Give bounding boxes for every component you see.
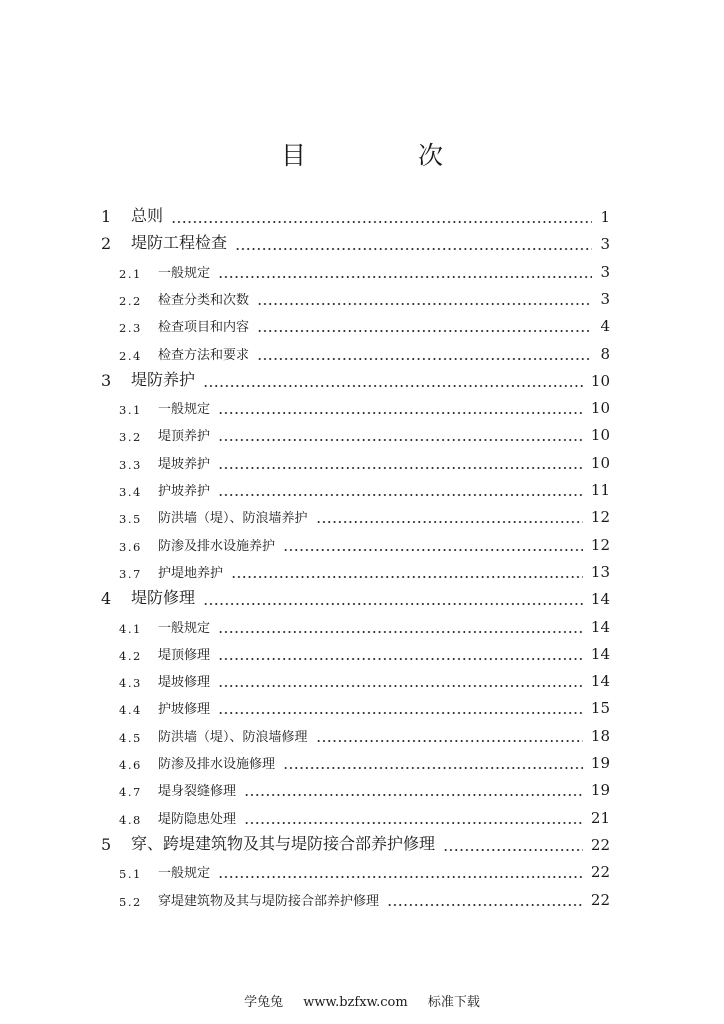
toc-leader-dots bbox=[257, 329, 592, 333]
toc-entry[interactable] bbox=[0, 424, 724, 446]
toc-entry-label: 堤顶养护 bbox=[158, 429, 211, 445]
toc-entry[interactable] bbox=[0, 725, 724, 747]
toc-leader-dots bbox=[203, 602, 583, 606]
toc-leader-dots bbox=[218, 493, 583, 497]
toc-entry[interactable] bbox=[0, 397, 724, 419]
toc-entry-label: 堤防工程检查 bbox=[131, 233, 228, 253]
toc-entry-number: 4.4 bbox=[119, 703, 142, 718]
toc-entry-number: 2.2 bbox=[119, 293, 142, 308]
toc-entry-number: 2.1 bbox=[119, 266, 142, 281]
toc-entry-label: 防渗及排水设施修理 bbox=[158, 757, 276, 772]
toc-entry-number: 1 bbox=[101, 207, 112, 226]
toc-entry-number: 4.6 bbox=[119, 758, 142, 772]
toc-entry-page: 14 bbox=[590, 590, 610, 609]
toc-leader-dots bbox=[231, 575, 583, 579]
toc-entry[interactable] bbox=[0, 288, 724, 310]
footer-slogan: 标准下载 bbox=[427, 995, 480, 1010]
toc-entry[interactable] bbox=[0, 588, 724, 610]
toc-entry-label: 防洪墙（堤）、防浪墙养护 bbox=[158, 511, 308, 527]
toc-leader-dots bbox=[218, 466, 583, 470]
toc-leader-dots bbox=[244, 793, 583, 797]
toc-leader-dots bbox=[218, 438, 583, 442]
toc-entry-number: 3 bbox=[101, 370, 112, 390]
toc-leader-dots bbox=[283, 766, 583, 770]
toc-entry-label: 一般规定 bbox=[158, 866, 211, 882]
toc-entry[interactable] bbox=[0, 479, 724, 501]
toc-leader-dots bbox=[257, 357, 592, 361]
toc-leader-dots bbox=[244, 821, 583, 825]
toc-leader-dots bbox=[257, 302, 592, 306]
toc-entry-number: 4.2 bbox=[119, 648, 142, 663]
toc-entry-page: 15 bbox=[590, 699, 610, 718]
toc-entry-label: 检查项目和内容 bbox=[158, 320, 250, 336]
toc-entry-number: 4.8 bbox=[119, 812, 142, 827]
toc-entry-page: 13 bbox=[590, 562, 610, 581]
toc-entry-label: 穿、跨堤建筑物及其与堤防接合部养护修理 bbox=[131, 833, 436, 853]
toc-leader-dots bbox=[316, 739, 583, 743]
toc-entry-page: 4 bbox=[600, 317, 610, 336]
toc-entry-page: 1 bbox=[600, 208, 610, 226]
toc-entry-label: 堤防修理 bbox=[131, 588, 196, 608]
footer-site-name: 学兔兔 bbox=[244, 995, 284, 1010]
toc-entry-page: 3 bbox=[600, 262, 610, 281]
toc-entry-page: 8 bbox=[600, 344, 610, 363]
toc-entry-label: 堤坡修理 bbox=[158, 675, 211, 691]
toc-entry[interactable] bbox=[0, 779, 724, 801]
toc-entry[interactable] bbox=[0, 452, 724, 474]
toc-entry-page: 12 bbox=[590, 535, 610, 554]
toc-entry-label: 堤坡养护 bbox=[158, 456, 211, 472]
toc-entry[interactable] bbox=[0, 752, 724, 774]
toc-entry-page: 14 bbox=[590, 644, 610, 663]
toc-entry-page: 22 bbox=[590, 835, 610, 854]
toc-leader-dots bbox=[218, 657, 583, 661]
toc-entry[interactable] bbox=[0, 233, 724, 255]
toc-leader-dots bbox=[203, 384, 583, 388]
toc-entry[interactable] bbox=[0, 561, 724, 583]
toc-entry-page: 10 bbox=[590, 426, 610, 445]
toc-entry-label: 检查分类和次数 bbox=[158, 292, 250, 308]
toc-entry-page: 11 bbox=[590, 481, 610, 499]
toc-entry-label: 一般规定 bbox=[158, 402, 211, 418]
toc-entry-page: 10 bbox=[590, 453, 610, 472]
toc-leader-dots bbox=[171, 220, 592, 224]
toc-entry[interactable] bbox=[0, 534, 724, 556]
toc-entry[interactable] bbox=[0, 861, 724, 883]
toc-entry-page: 18 bbox=[590, 726, 610, 745]
toc-entry-label: 堤顶修理 bbox=[158, 647, 211, 663]
toc-entry-page: 3 bbox=[600, 289, 610, 308]
toc-entry-page: 12 bbox=[590, 508, 610, 527]
toc-entry-number: 3.1 bbox=[119, 403, 142, 418]
toc-entry-number: 4.5 bbox=[119, 730, 142, 745]
toc-entry-number: 4.1 bbox=[119, 621, 142, 636]
toc-leader-dots bbox=[218, 684, 583, 688]
toc-entry[interactable] bbox=[0, 206, 724, 228]
toc-entry-label: 一般规定 bbox=[158, 265, 211, 281]
toc-entry-label: 堤身裂缝修理 bbox=[158, 784, 237, 800]
footer-url[interactable]: www.bzfxw.com bbox=[303, 995, 408, 1010]
toc-entry-page: 14 bbox=[590, 672, 610, 691]
toc-entry-label: 总则 bbox=[131, 206, 164, 225]
toc-leader-dots bbox=[218, 875, 583, 879]
toc-entry-label: 堤防隐患处理 bbox=[158, 811, 237, 827]
toc-entry-number: 3.5 bbox=[119, 512, 142, 527]
toc-entry[interactable] bbox=[0, 616, 724, 638]
toc-entry-page: 19 bbox=[590, 781, 610, 800]
toc-entry-page: 10 bbox=[590, 371, 610, 390]
toc-entry-page: 3 bbox=[600, 235, 610, 254]
footer bbox=[0, 991, 724, 1010]
toc-leader-dots bbox=[218, 411, 583, 415]
toc-entry[interactable] bbox=[0, 889, 724, 911]
toc-entry[interactable] bbox=[0, 697, 724, 719]
toc-leader-dots bbox=[218, 711, 583, 715]
toc-entry-number: 2 bbox=[101, 234, 112, 254]
toc-entry-label: 防洪墙（堤）、防浪墙修理 bbox=[158, 729, 308, 745]
toc-leader-dots bbox=[283, 548, 583, 552]
toc-entry-number: 3.4 bbox=[119, 485, 142, 499]
toc-entry[interactable] bbox=[0, 506, 724, 528]
toc-entry-number: 3.6 bbox=[119, 539, 142, 554]
toc-entry-label: 护堤地养护 bbox=[158, 565, 224, 581]
toc-entry-page: 21 bbox=[590, 808, 610, 827]
toc-entry-number: 2.4 bbox=[119, 348, 142, 363]
toc-entry[interactable] bbox=[0, 261, 724, 283]
toc-entry-number: 3.2 bbox=[119, 430, 142, 445]
toc-entry-number: 4.3 bbox=[119, 676, 142, 691]
toc-entry-number: 3.3 bbox=[119, 457, 142, 472]
toc-entry-number: 4.7 bbox=[119, 785, 142, 800]
toc-entry-page: 22 bbox=[590, 863, 610, 882]
toc-entry-label: 护坡修理 bbox=[158, 702, 211, 718]
toc-entry-label: 一般规定 bbox=[158, 620, 211, 636]
toc-leader-dots bbox=[235, 247, 592, 251]
toc-leader-dots bbox=[218, 630, 583, 634]
toc-entry-number: 5.2 bbox=[119, 894, 142, 909]
toc-entry[interactable] bbox=[0, 343, 724, 365]
toc-leader-dots bbox=[316, 520, 583, 524]
toc-entry[interactable] bbox=[0, 670, 724, 692]
toc-entry[interactable] bbox=[0, 807, 724, 829]
toc-entry-number: 4 bbox=[101, 589, 112, 609]
toc-entry-number: 5.1 bbox=[119, 867, 142, 882]
toc-entry[interactable] bbox=[0, 643, 724, 665]
toc-leader-dots bbox=[387, 903, 583, 907]
toc-entry-label: 穿堤建筑物及其与堤防接合部养护修理 bbox=[158, 893, 380, 909]
toc-entry-number: 3.7 bbox=[119, 566, 142, 581]
toc-entry[interactable] bbox=[0, 315, 724, 337]
toc-entry-label: 堤防养护 bbox=[131, 369, 196, 389]
toc-entry-number: 5 bbox=[101, 834, 112, 854]
toc-entry-page: 19 bbox=[590, 754, 610, 772]
toc-leader-dots bbox=[443, 848, 583, 852]
toc-entry-label: 检查方法和要求 bbox=[158, 347, 250, 363]
toc-entry-number: 2.3 bbox=[119, 321, 142, 336]
toc-entry-label: 防渗及排水设施养护 bbox=[158, 538, 276, 554]
toc-entry[interactable] bbox=[0, 834, 724, 856]
page-title: 目 次 bbox=[281, 141, 495, 170]
toc-entry-page: 10 bbox=[590, 399, 610, 418]
toc-entry-page: 22 bbox=[590, 890, 610, 909]
toc-entry[interactable] bbox=[0, 370, 724, 392]
toc-entry-label: 护坡养护 bbox=[158, 484, 211, 499]
toc-entry-page: 14 bbox=[590, 617, 610, 636]
toc-leader-dots bbox=[218, 275, 592, 279]
